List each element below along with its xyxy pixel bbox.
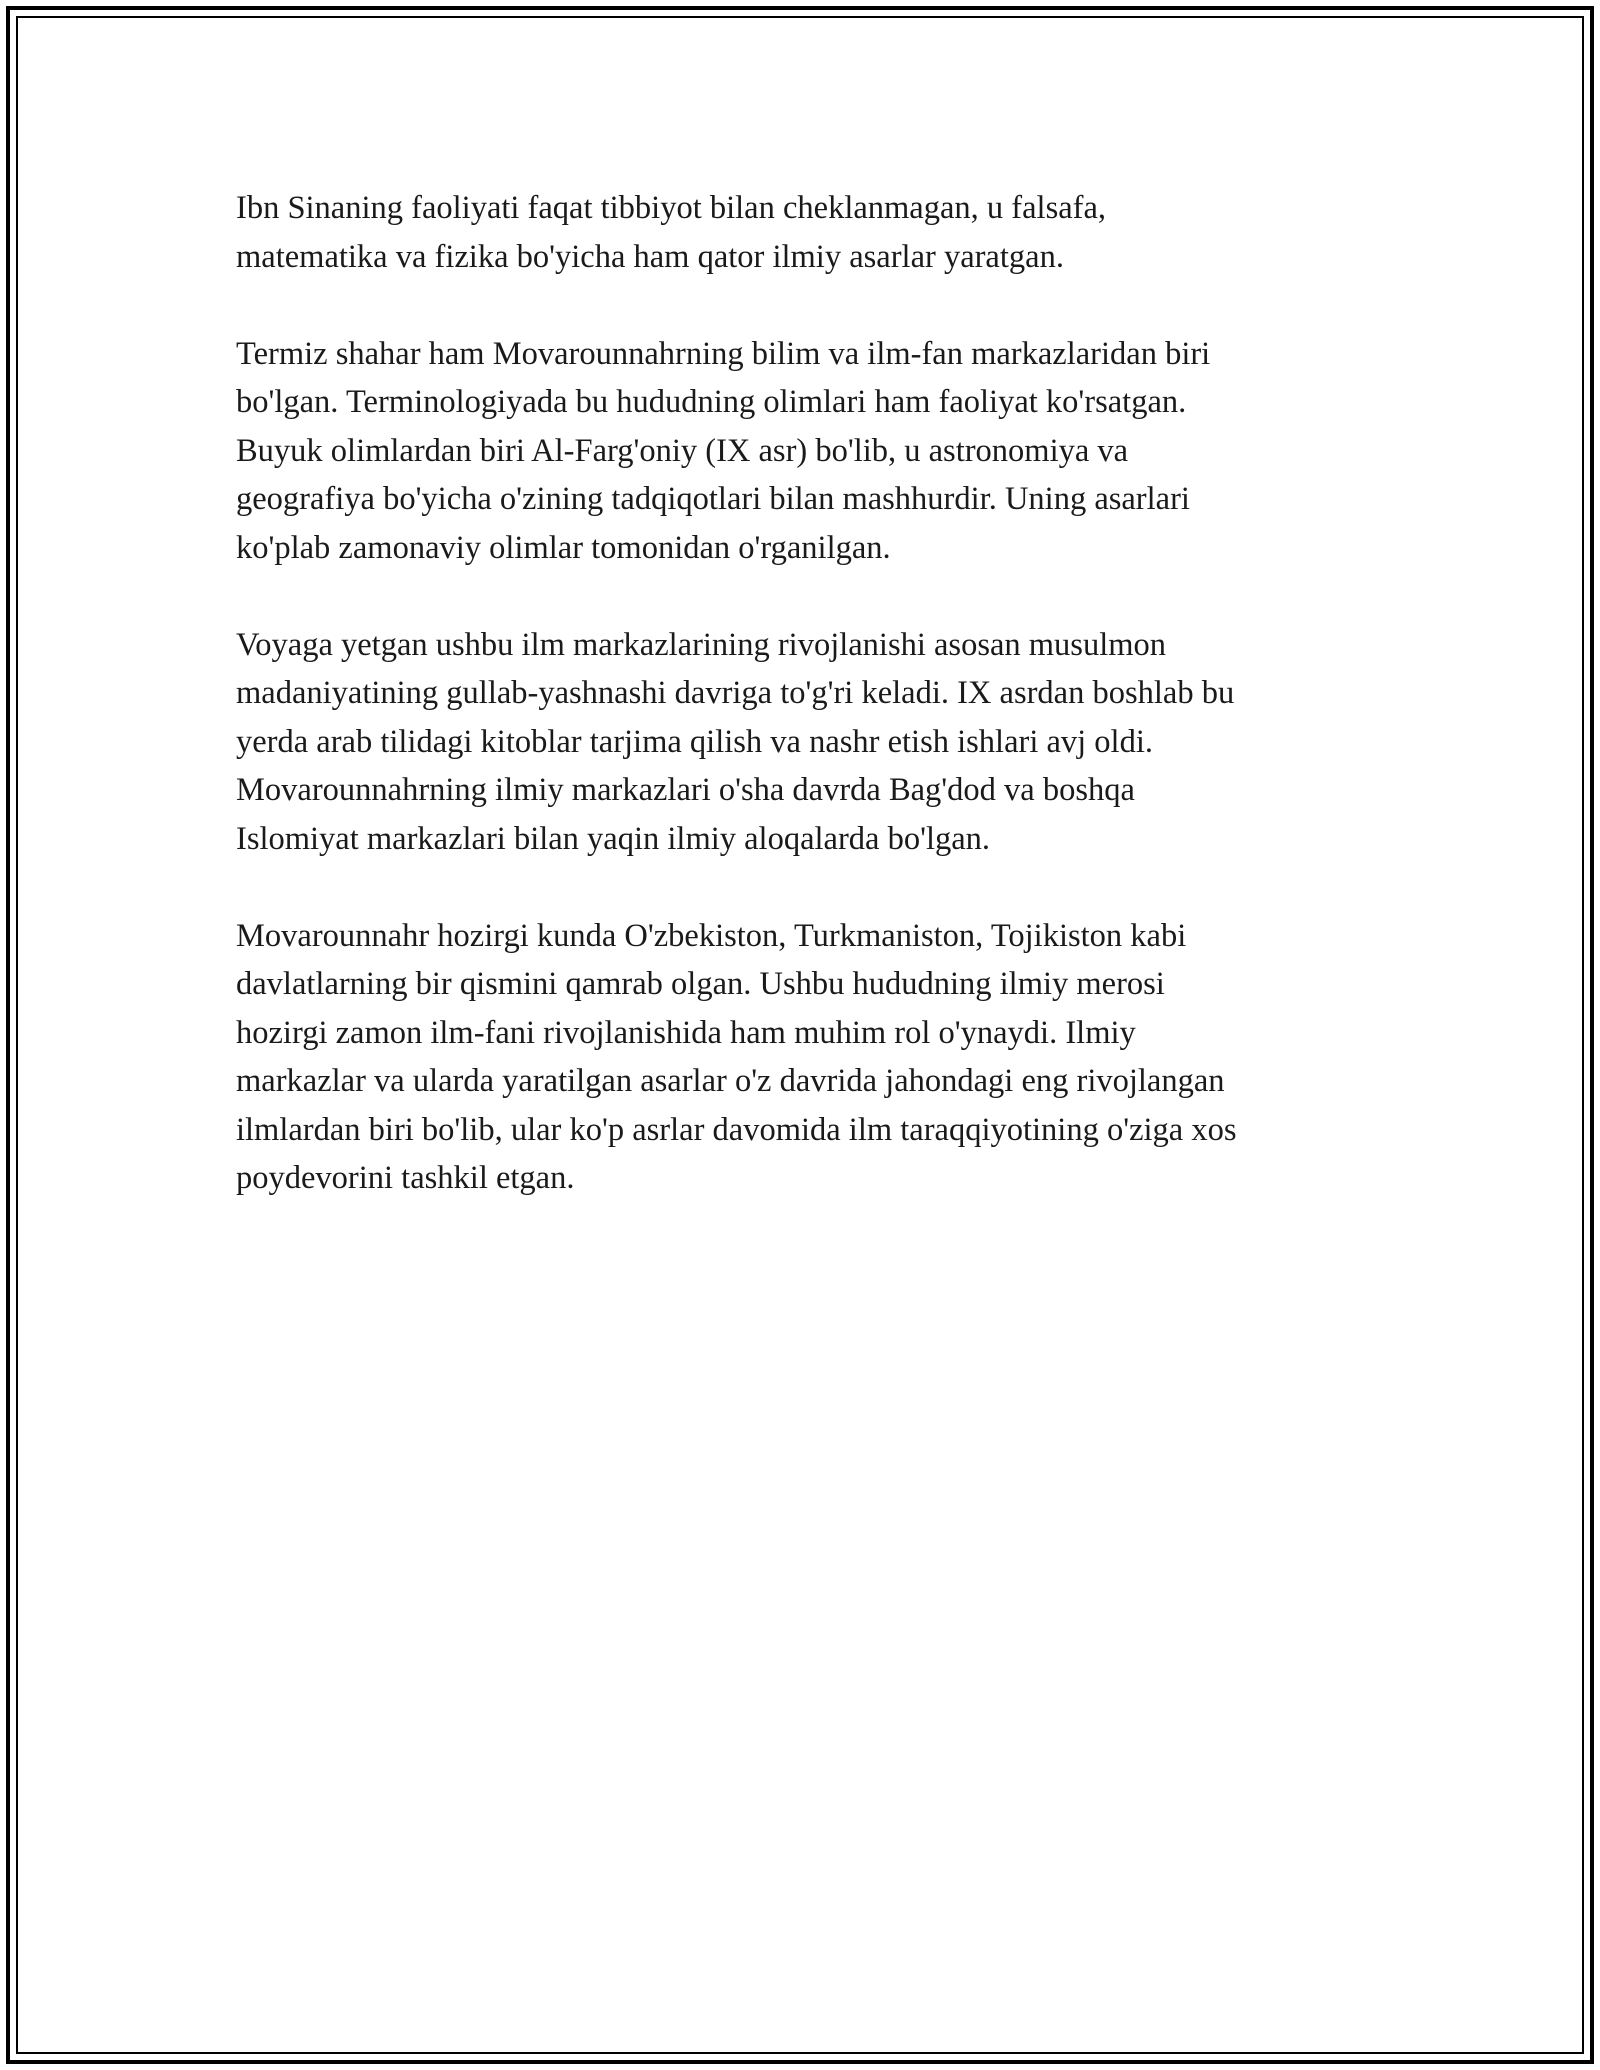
paragraph-movarounnahr-today: Movarounnahr hozirgi kunda O'zbekiston, Turkmaniston, Tojikiston kabi davlatlarning bir qismini qamrab olgan. Ushbu hududning ilmiy merosi hozirgi zamon ilm-fani rivojlanishida ham muhim rol o'ynaydi. Ilmiy markazlar va ularda yaratilgan asarlar o'z davrida jahondagi eng rivojlangan ilmlardan biri bo'lib, ular ko'p asrlar davomida ilm taraqqiyotining o'ziga xos poydevorini tashkil etgan. — [236, 917, 1237, 1196]
paragraph-ibn-sina: Ibn Sinaning faoliyati faqat tibbiyot bilan cheklanmagan, u falsafa, matematika va fizika bo'yicha ham qator ilmiy asarlar yaratgan. — [236, 190, 1107, 275]
document-body — [236, 184, 1376, 1251]
paragraph-termiz: Termiz shahar ham Movarounnahrning bilim va ilm-fan markazlaridan biri bo'lgan. Terminologiyada bu hududning olimlari ham faoliyat ko'rsatgan. Buyuk olimlardan biri Al-Farg'oniy (IX asr) bo'lib, u astronomiya va geografiya bo'yicha o'zining tadqiqotlari bilan mashhurdir. Uning asarlari ko'plab zamonaviy olimlar tomonidan o'rganilgan. — [236, 335, 1211, 566]
paragraph-science-centers: Voyaga yetgan ushbu ilm markazlarining rivojlanishi asosan musulmon madaniyatining gullab-yashnashi davriga to'g'ri keladi. IX asrdan boshlab bu yerda arab tilidagi kitoblar tarjima qilish va nashr etish ishlari avj oldi. Movarounnahrning ilmiy markazlari o'sha davrda Bag'dod va boshqa Islomiyat markazlari bilan yaqin ilmiy aloqalarda bo'lgan. — [236, 626, 1235, 857]
